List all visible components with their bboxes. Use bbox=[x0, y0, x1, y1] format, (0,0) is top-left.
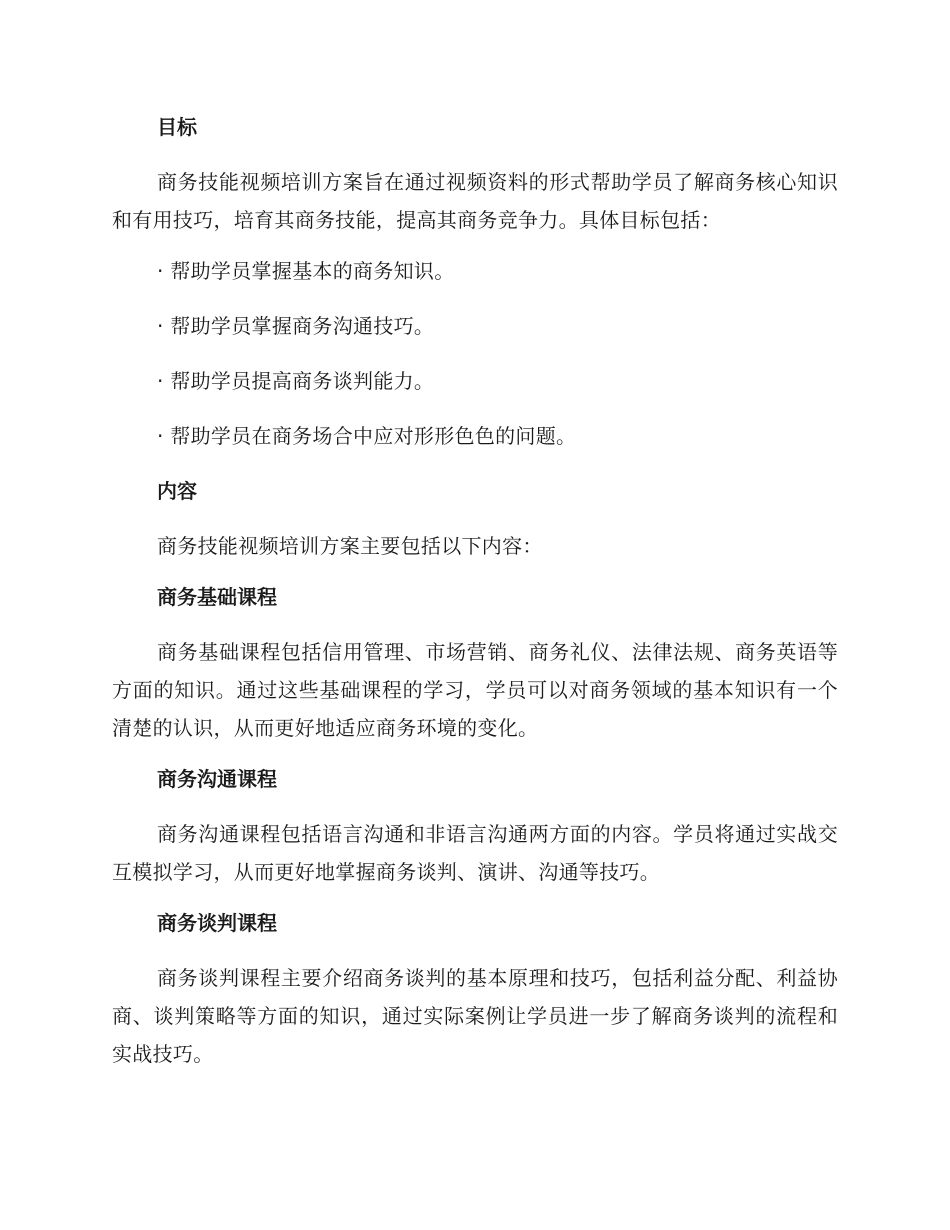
goal-bullet-item: · 帮助学员在商务场合中应对形形色色的问题。 bbox=[157, 424, 577, 448]
section-heading-basic-course: 商务基础课程 bbox=[157, 585, 277, 609]
section-heading-communication-course: 商务沟通课程 bbox=[157, 767, 277, 791]
communication-course-paragraph: 商务沟通课程包括语言沟通和非语言沟通两方面的内容。学员将通过实战交互模拟学习，从而更好地掌握商务谈判、演讲、沟通等技巧。 bbox=[112, 822, 838, 884]
goal-bullet-item: · 帮助学员提高商务谈判能力。 bbox=[157, 369, 435, 393]
content-intro-paragraph: 商务技能视频培训方案主要包括以下内容： bbox=[157, 534, 543, 558]
goal-intro-paragraph: 商务技能视频培训方案旨在通过视频资料的形式帮助学员了解商务核心知识和有用技巧，培育其商务技能，提高其商务竞争力。具体目标包括： bbox=[112, 170, 838, 232]
negotiation-course-paragraph: 商务谈判课程主要介绍商务谈判的基本原理和技巧，包括利益分配、利益协商、谈判策略等方面的知识，通过实际案例让学员进一步了解商务谈判的流程和实战技巧。 bbox=[112, 966, 838, 1066]
goal-bullet-item: · 帮助学员掌握基本的商务知识。 bbox=[157, 259, 455, 283]
section-heading-goal: 目标 bbox=[157, 115, 197, 139]
basic-course-paragraph: 商务基础课程包括信用管理、市场营销、商务礼仪、法律法规、商务英语等方面的知识。通过这些基础课程的学习，学员可以对商务领域的基本知识有一个清楚的认识，从而更好地适应商务环境的变化。 bbox=[112, 640, 838, 740]
goal-bullet-item: · 帮助学员掌握商务沟通技巧。 bbox=[157, 314, 435, 338]
section-heading-negotiation-course: 商务谈判课程 bbox=[157, 911, 277, 935]
section-heading-content: 内容 bbox=[157, 479, 197, 503]
